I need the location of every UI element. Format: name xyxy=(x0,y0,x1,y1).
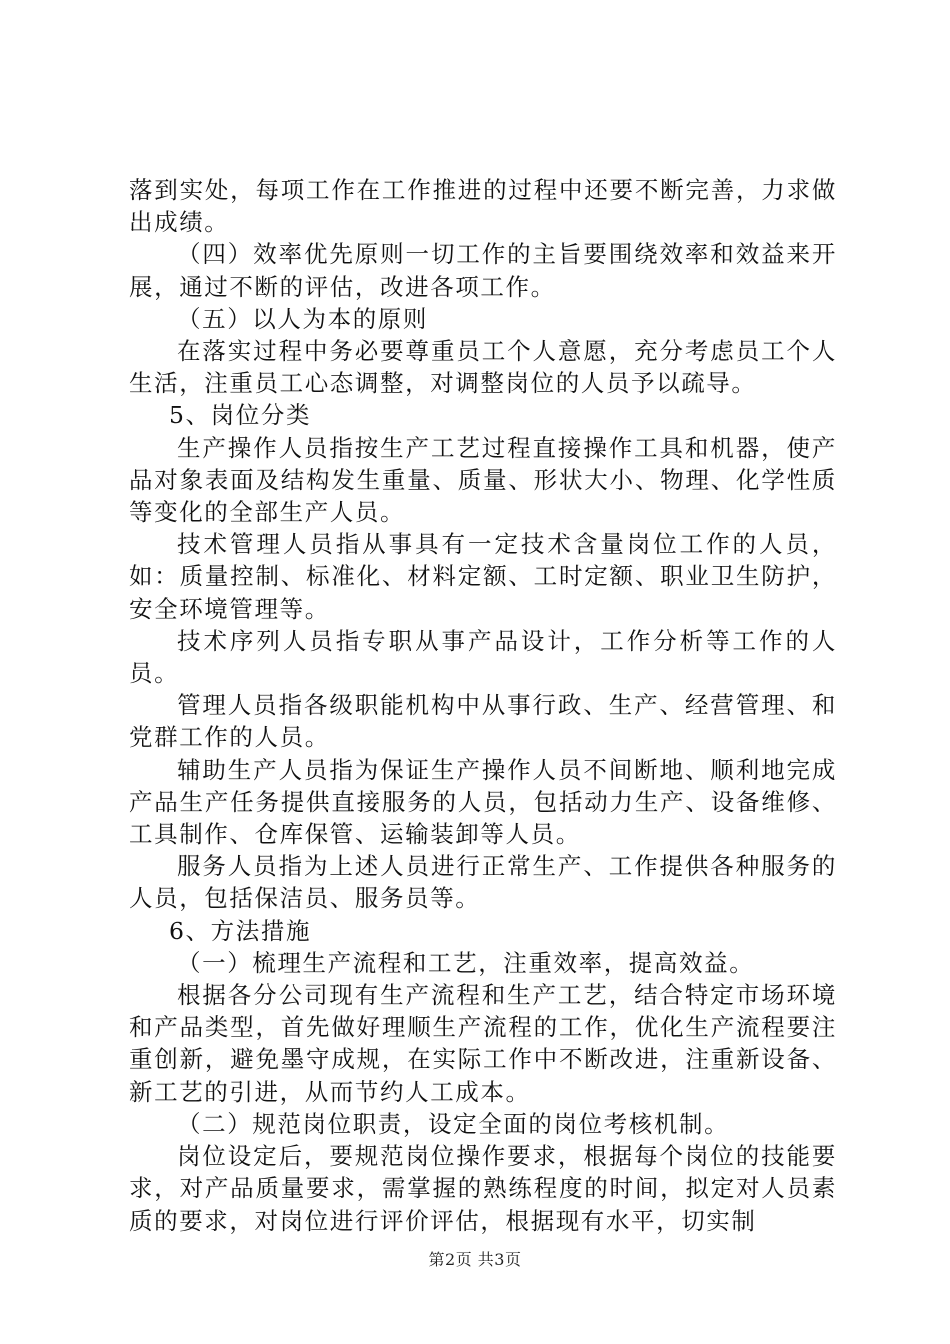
paragraph: （四）效率优先原则一切工作的主旨要围绕效率和效益来开展，通过不断的评估，改进各项工作。 xyxy=(129,240,837,301)
paragraph: 技术管理人员指从事具有一定技术含量岗位工作的人员，如：质量控制、标准化、材料定额、工时定额、职业卫生防护，安全环境管理等。 xyxy=(129,530,837,623)
document-body xyxy=(129,174,837,1237)
section-heading: 5、岗位分类 xyxy=(169,401,312,430)
paragraph: 生产操作人员指按生产工艺过程直接操作工具和机器，使产品对象表面及结构发生重量、质量、形状大小、物理、化学性质等变化的全部生产人员。 xyxy=(129,433,837,527)
section-heading: （五）以人为本的原则 xyxy=(177,304,428,333)
page-number-footer: 第2页 共3页 xyxy=(428,1250,522,1269)
section-heading: 6、方法措施 xyxy=(169,916,312,945)
subsection-heading: （二）规范岗位职责，设定全面的岗位考核机制。 xyxy=(177,1109,730,1138)
paragraph: 在落实过程中务必要尊重员工个人意愿，充分考虑员工个人生活，注重员工心态调整，对调整岗位的人员予以疏导。 xyxy=(129,337,837,398)
paragraph: 辅助生产人员指为保证生产操作人员不间断地、顺利地完成产品生产任务提供直接服务的人员，包括动力生产、设备维修、工具制作、仓库保管、运输装卸等人员。 xyxy=(129,755,837,849)
paragraph: 技术序列人员指专职从事产品设计，工作分析等工作的人员。 xyxy=(129,626,837,688)
paragraph: 管理人员指各级职能机构中从事行政、生产、经营管理、和党群工作的人员。 xyxy=(129,691,837,752)
paragraph: 服务人员指为上述人员进行正常生产、工作提供各种服务的人员，包括保洁员、服务员等。 xyxy=(129,852,837,913)
paragraph: 落到实处，每项工作在工作推进的过程中还要不断完善，力求做出成绩。 xyxy=(129,176,837,237)
subsection-heading: （一）梳理生产流程和工艺，注重效率，提高效益。 xyxy=(177,948,755,977)
paragraph: 岗位设定后，要规范岗位操作要求，根据每个岗位的技能要求，对产品质量要求，需掌握的熟练程度的时间，拟定对人员素质的要求，对岗位进行评价评估，根据现有水平，切实制 xyxy=(129,1142,837,1235)
paragraph: 根据各分公司现有生产流程和生产工艺，结合特定市场环境和产品类型，首先做好理顺生产流程的工作，优化生产流程要注重创新，避免墨守成规，在实际工作中不断改进，注重新设备、新工艺的引进，从而节约人工成本。 xyxy=(129,981,837,1106)
